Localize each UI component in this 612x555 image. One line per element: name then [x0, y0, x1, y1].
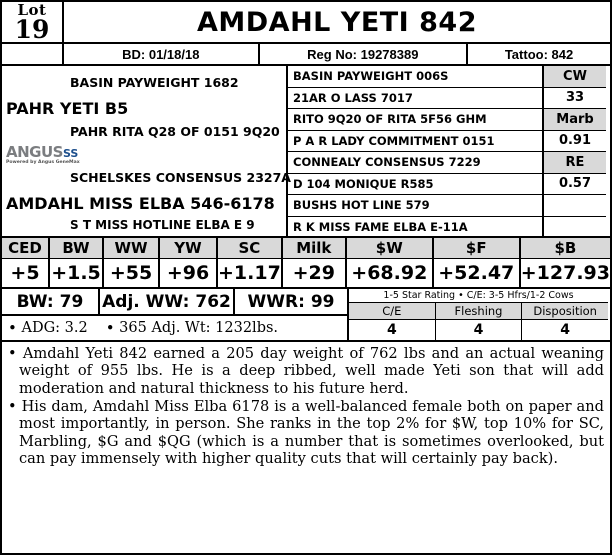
adg-row: • ADG: 3.2 • 365 Adj. Wt: 1232lbs. [8, 319, 279, 337]
epd-value-sw: +68.92 [351, 262, 428, 284]
pedigree-dam: AMDAHL MISS ELBA 546-6178 [6, 194, 275, 213]
epd-col-bw [50, 238, 104, 287]
epd-header-ced: CED [2, 238, 48, 259]
epd-header-ww: WW [104, 238, 158, 259]
weaning-weight-ratio: WWR: 99 [247, 291, 335, 312]
pedigree-section [2, 66, 610, 238]
note-paragraph: • His dam, Amdahl Miss Elba 6178 is a well-balanced female both on paper and most importantly, in person. She ranks in the top 2% for $W, top 10% for SC, Marbling, $G and $QG (which is a number that is sometimes overlooked, but can pay immensely with higher quality cuts that will certainly pay back). [8, 398, 604, 468]
pedigree-grandparents [288, 66, 544, 236]
note-paragraph: • Amdahl Yeti 842 earned a 205 day weight of 762 lbs and an actual weaning weight of 955 lbs. He is a deep ribbed, well made Yeti son that will add moderation and natural thickness to his future herd. [8, 345, 605, 397]
header [2, 2, 610, 44]
pedigree-item: BUSHS HOT LINE 579 [288, 195, 542, 217]
star-value-ce: 4 [349, 320, 436, 340]
index-label-marb: Marb [544, 109, 606, 131]
index-label-re: RE [544, 152, 606, 174]
epd-table [2, 238, 610, 289]
pedigree-item: BASIN PAYWEIGHT 006S [288, 66, 542, 88]
tattoo: Tattoo: 842 [504, 46, 574, 62]
registration-number: Reg No: 19278389 [260, 44, 468, 64]
epd-header-milk: Milk [283, 238, 345, 259]
carcass-index-column [544, 66, 606, 236]
pedigree-sire-sire: BASIN PAYWEIGHT 1682 [70, 75, 239, 90]
adj-365-weight: 365 Adj. Wt: 1232lbs. [119, 320, 279, 336]
epd-col-sw [347, 238, 434, 287]
birth-weight: BW: 79 [2, 289, 100, 314]
epd-col-sf [434, 238, 521, 287]
lot-number: 19 [14, 14, 50, 44]
epd-header-sc: SC [218, 238, 281, 259]
epd-header-sb: $B [521, 238, 610, 259]
epd-col-milk [283, 238, 347, 287]
pedigree-item: D 104 MONIQUE R585 [288, 174, 542, 196]
pedigree-sire: PAHR YETI B5 [6, 99, 129, 118]
adg-value: ADG: 3.2 [21, 320, 88, 336]
angus-logo-text: ANGUS [6, 143, 63, 161]
index-label-cw: CW [544, 66, 606, 88]
star-rating-headers [349, 303, 608, 320]
pedigree-item: P A R LADY COMMITMENT 0151 [288, 131, 542, 153]
epd-col-sc [218, 238, 283, 287]
index-blank [544, 217, 606, 239]
idbar-spacer [2, 44, 64, 64]
star-value-fleshing: 4 [436, 320, 523, 340]
epd-value-yw: +96 [166, 262, 210, 284]
pedigree-left [2, 66, 291, 236]
birth-date: BD: 01/18/18 [64, 44, 260, 64]
star-header-fleshing: Fleshing [436, 303, 523, 319]
pedigree-item: CONNEALY CONSENSUS 7229 [288, 152, 542, 174]
pedigree-item: 21AR O LASS 7017 [288, 88, 542, 110]
description-notes [2, 342, 610, 468]
index-value-marb: 0.91 [544, 131, 606, 153]
epd-value-sf: +52.47 [438, 262, 515, 284]
epd-col-ww [104, 238, 160, 287]
star-value-disposition: 4 [560, 322, 571, 338]
epd-header-yw: YW [160, 238, 216, 259]
pedigree-item: RITO 9Q20 OF RITA 5F56 GHM [288, 109, 542, 131]
star-rating-caption: 1-5 Star Rating • C/E: 3-5 Hfrs/1-2 Cows [349, 289, 608, 303]
pedigree-dam-sire: SCHELSKES CONSENSUS 2327A [70, 170, 291, 185]
weights-and-rating [2, 289, 610, 342]
epd-value-ced: +5 [10, 262, 40, 284]
epd-col-ced [2, 238, 50, 287]
epd-value-ww: +55 [109, 262, 153, 284]
star-rating-values [349, 320, 608, 340]
index-value-cw: 33 [544, 88, 606, 110]
epd-header-sw: $W [347, 238, 432, 259]
star-header-disposition: Disposition [533, 304, 597, 318]
epd-col-yw [160, 238, 218, 287]
weights-block [2, 289, 349, 340]
index-value-re: 0.57 [544, 174, 606, 196]
lot-label: Lot [17, 0, 47, 19]
identification-bar [2, 44, 610, 66]
epd-value-sc: +1.17 [218, 262, 281, 284]
index-blank [544, 195, 606, 217]
epd-value-sb: +127.93 [520, 262, 610, 284]
epd-col-sb [521, 238, 610, 287]
epd-header-sf: $F [434, 238, 519, 259]
pedigree-sire-dam: PAHR RITA Q28 OF 0151 9Q20 [70, 124, 280, 139]
lot-box [2, 2, 64, 42]
star-rating-block [349, 289, 608, 340]
epd-header-bw: BW [50, 238, 102, 259]
star-header-ce: C/E [349, 303, 436, 319]
pedigree-item: R K MISS FAME ELBA E-11A [293, 220, 468, 235]
angus-logo-ss: SS [62, 147, 79, 160]
epd-value-bw: +1.5 [51, 262, 101, 284]
note-text: Amdahl Yeti 842 earned a 205 day weight of 762 lbs and an actual weaning weight of 955 lbs. He is a deep ribbed, well made Yeti son that will add moderation and natural thickness to his future herd. [19, 345, 605, 397]
page-title: AMDAHL YETI 842 [197, 6, 477, 38]
pedigree-dam-dam: S T MISS HOTLINE ELBA E 9 [70, 218, 255, 232]
angus-logo [6, 142, 92, 165]
epd-value-milk: +29 [292, 262, 335, 284]
adjusted-ww: Adj. WW: 762 [100, 289, 235, 314]
note-text: His dam, Amdahl Miss Elba 6178 is a well-balanced female both on paper and most importantly, in person. She ranks in the top 2% for $W, top 10% for SC, Marbling, $G and $QG (which is a number that is sometimes overlooked, but can pay immensely with higher quality cuts that will certainly pay back). [19, 398, 604, 468]
weights-row [2, 289, 347, 316]
angus-logo-subtext: Powered by Angus GeneMax [6, 160, 80, 165]
